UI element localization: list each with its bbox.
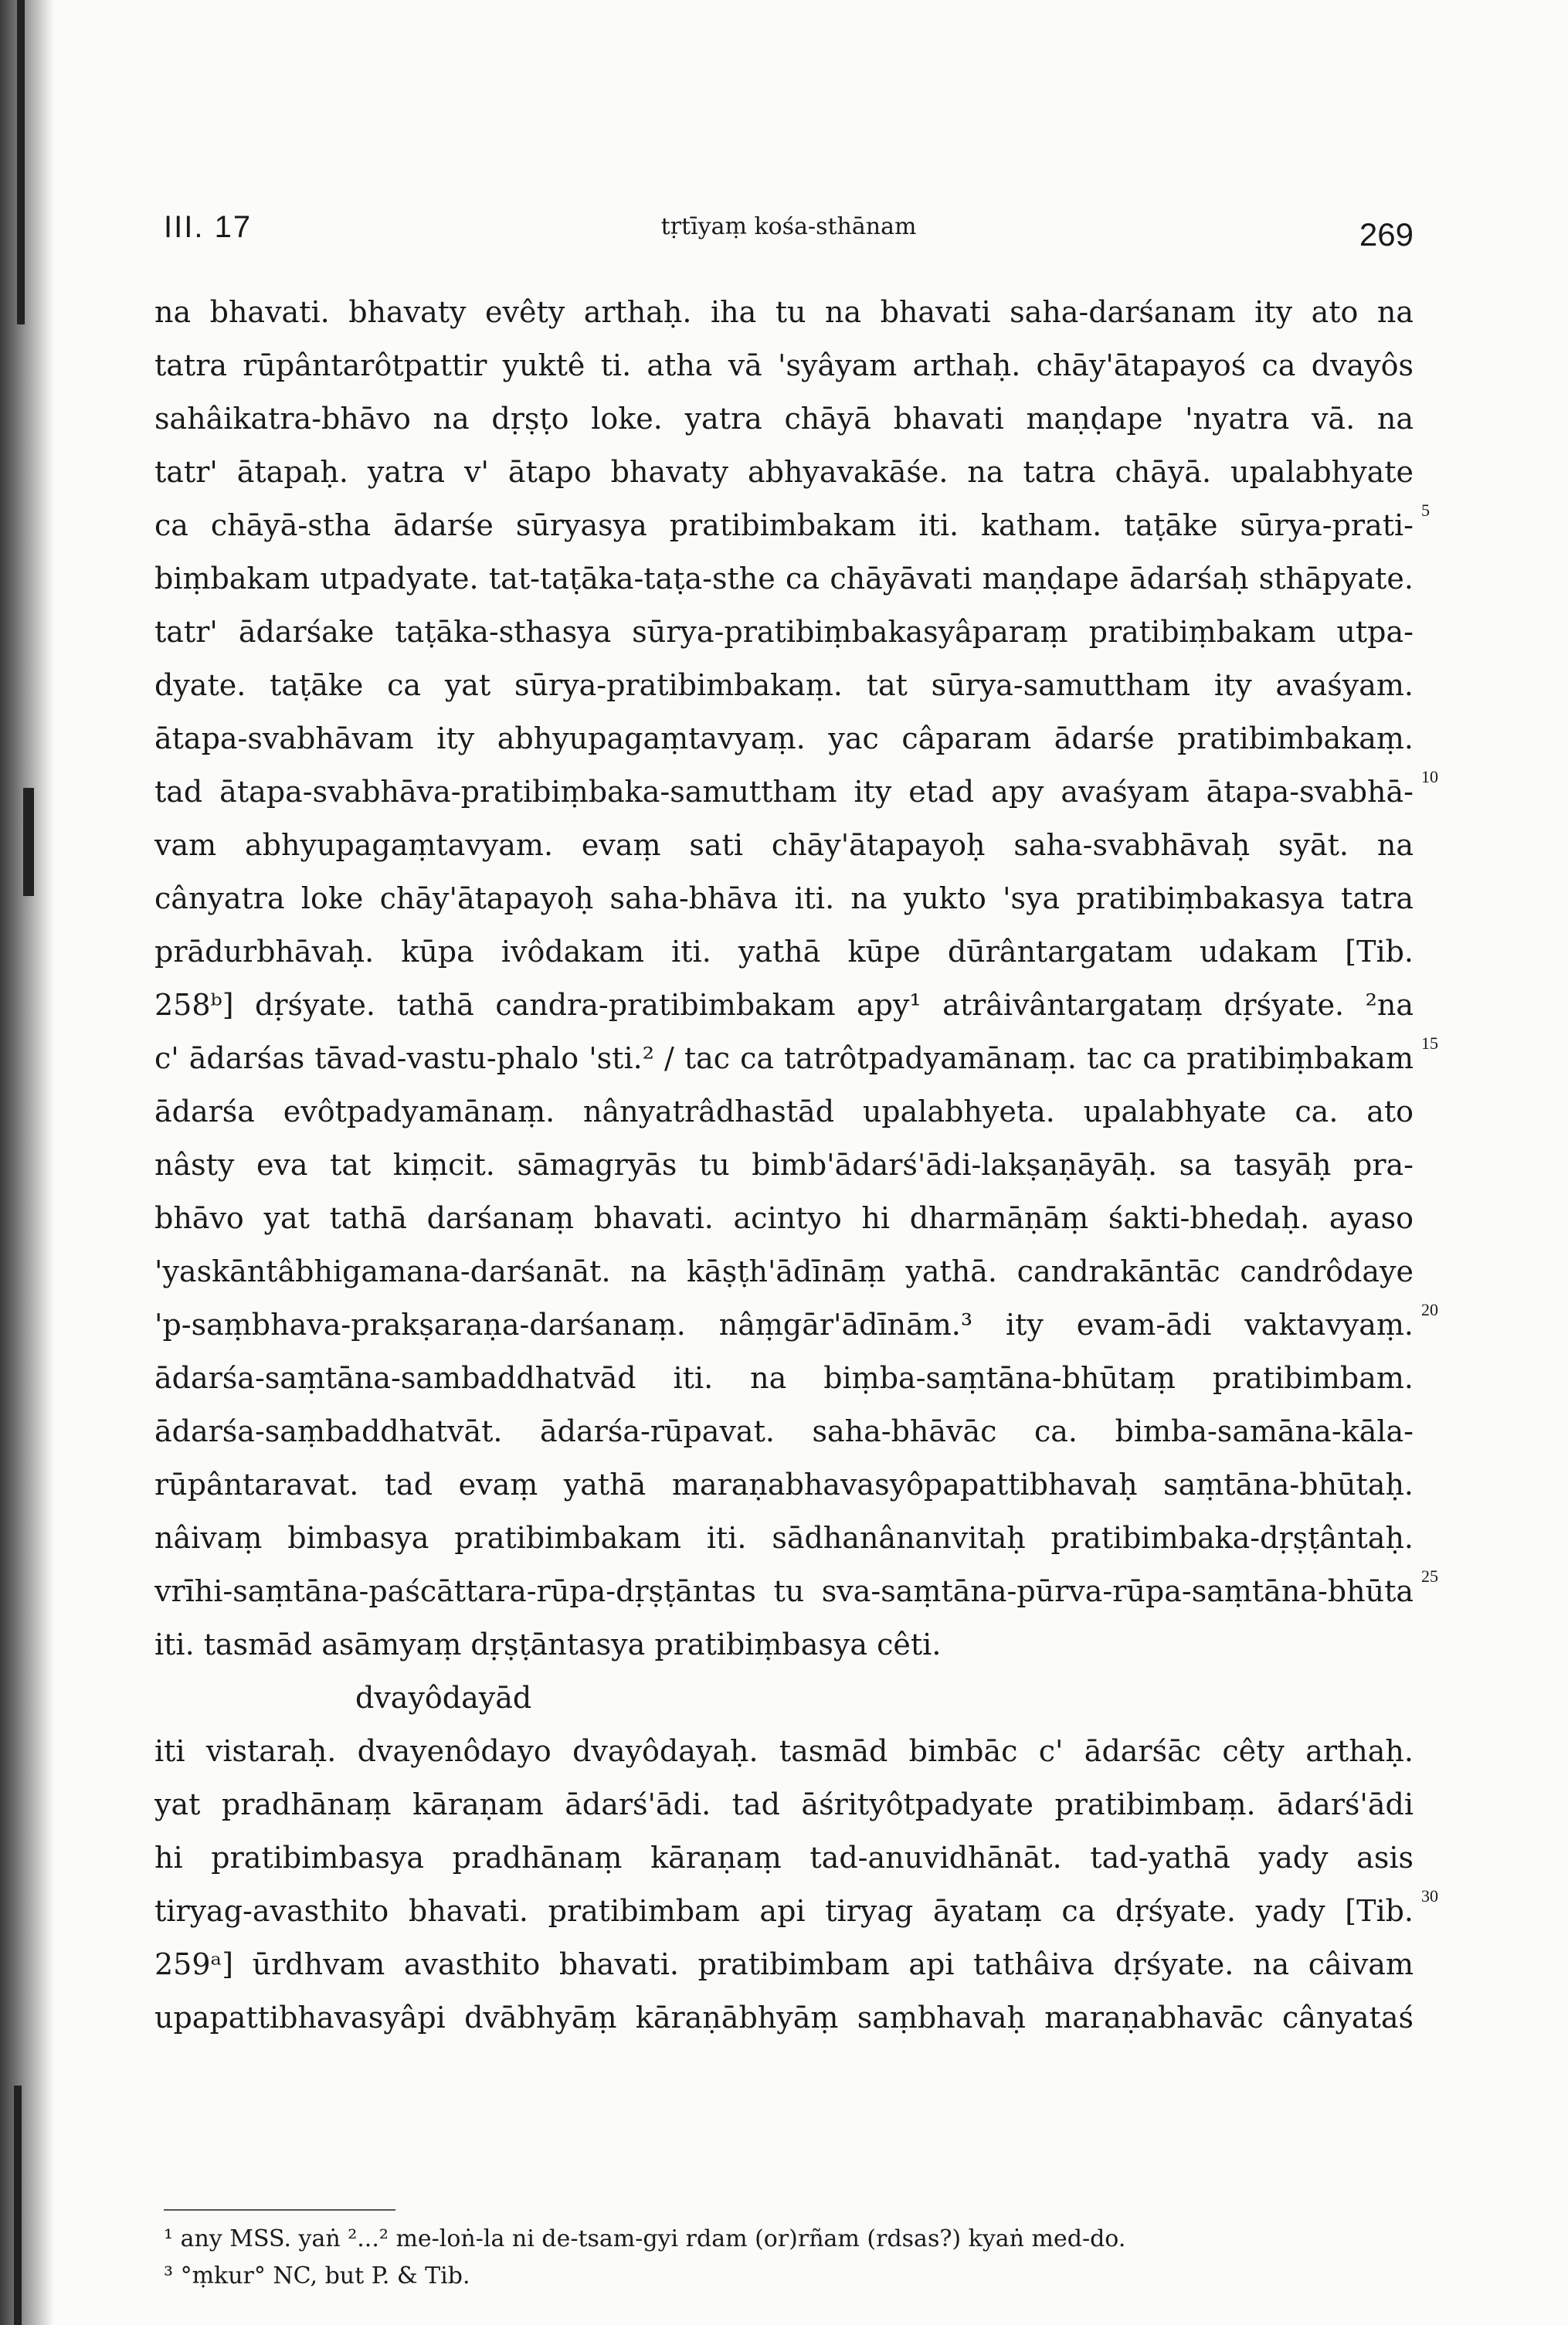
text-line: ādarśa-saṃbaddhatvāt. ādarśa-rūpavat. saha-bhāvāc ca. bimba-samāna-kāla- xyxy=(154,1414,1414,1448)
text-line: ādarśa-saṃtāna-sambaddhatvād iti. na biṃba-saṃtāna-bhūtaṃ pratibimbam. xyxy=(154,1361,1414,1395)
text-line: dyate. taṭāke ca yat sūrya-pratibimbakaṃ. tat sūrya-samuttham ity avaśyam. xyxy=(154,668,1414,702)
text-line: cânyatra loke chāy'ātapayoḥ saha-bhāva iti. na yukto 'sya pratibiṃbakasya tatra xyxy=(154,881,1414,915)
footnote: ¹ any MSS. yaṅ ²...² me-loṅ-la ni de-tsam-gyi rdam (or)rñam (rdsas?) kyaṅ med-do. xyxy=(164,2225,1126,2252)
text-line: sahâikatra-bhāvo na dṛṣṭo loke. yatra chāyā bhavati maṇḍape 'nyatra vā. na xyxy=(154,402,1414,436)
main-text-block xyxy=(154,286,1414,2045)
binding-shadow xyxy=(14,2086,22,2325)
footnotes xyxy=(164,2221,1400,2295)
text-line: upapattibhavasyâpi dvābhyāṃ kāraṇābhyāṃ saṃbhavaḥ maraṇabhavāc cânyataś xyxy=(154,2001,1414,2035)
running-title: tṛtīyaṃ kośa-sthānam xyxy=(660,213,917,240)
text-line: iti. tasmād asāmyaṃ dṛṣṭāntasya pratibiṃbasya cêti. xyxy=(154,1628,942,1661)
text-line: tatr' ātapaḥ. yatra v' ātapo bhavaty abhyavakāśe. na tatra chāyā. upalabhyate xyxy=(154,455,1414,489)
text-line: nâsty eva tat kiṃcit. sāmagryās tu bimb'ādarś'ādi-lakṣaṇāyāḥ. sa tasyāḥ pra- xyxy=(154,1148,1414,1182)
text-line: yat pradhānaṃ kāraṇam ādarś'ādi. tad āśrityôtpadyate pratibimbaṃ. ādarś'ādi xyxy=(154,1787,1414,1821)
text-line: 'yaskāntâbhigamana-darśanāt. na kāṣṭh'ādīnāṃ yathā. candrakāntāc candrôdaye xyxy=(154,1254,1414,1288)
text-line: tatra rūpântarôtpattir yuktê ti. atha vā 'syâyam arthaḥ. chāy'ātapayoś ca dvayôs xyxy=(154,348,1414,382)
text-line: ātapa-svabhāvam ity abhyupagaṃtavyaṃ. yac câparam ādarśe pratibimbakaṃ. xyxy=(154,721,1414,755)
line-number: 10 xyxy=(1421,767,1438,786)
running-header xyxy=(164,202,1414,253)
text-line: na bhavati. bhavaty evêty arthaḥ. iha tu na bhavati saha-darśanam ity ato na xyxy=(154,295,1414,329)
line-number: 15 xyxy=(1421,1034,1438,1053)
text-line: bhāvo yat tathā darśanaṃ bhavati. acintyo hi dharmāṇāṃ śakti-bhedaḥ. ayaso xyxy=(154,1201,1414,1235)
text-line: tatr' ādarśake taṭāka-sthasya sūrya-pratibiṃbakasyâparaṃ pratibiṃbakam utpa- xyxy=(154,615,1414,649)
line-number: 20 xyxy=(1421,1300,1438,1319)
text-line: hi pratibimbasya pradhānaṃ kāraṇaṃ tad-anuvidhānāt. tad-yathā yady asis xyxy=(154,1841,1414,1875)
text-line: vam abhyupagaṃtavyam. evaṃ sati chāy'ātapayoḥ saha-svabhāvaḥ syāt. na xyxy=(154,828,1414,862)
verse-heading: dvayôdayād xyxy=(355,1681,532,1715)
footnote: ³ °ṃkur° NC, but P. & Tib. xyxy=(164,2262,470,2289)
text-line: tiryag-avasthito bhavati. pratibimbam api tiryag āyataṃ ca dṛśyate. yady [Tib. xyxy=(154,1894,1414,1928)
text-line: ca chāyā-stha ādarśe sūryasya pratibimbakam iti. katham. taṭāke sūrya-prati- xyxy=(154,508,1414,542)
line-number: 5 xyxy=(1421,501,1430,520)
text-line: iti vistaraḥ. dvayenôdayo dvayôdayaḥ. tasmād bimbāc c' ādarśāc cêty arthaḥ. xyxy=(154,1734,1414,1768)
binding-shadow xyxy=(17,0,25,324)
book-binding-edge xyxy=(0,0,54,2325)
binding-shadow xyxy=(23,788,34,896)
line-number: 30 xyxy=(1421,1886,1438,1906)
footnote-rule xyxy=(164,2209,395,2211)
text-line: ādarśa evôtpadyamānaṃ. nânyatrâdhastād upalabhyeta. upalabhyate ca. ato xyxy=(154,1095,1414,1129)
text-line: tad ātapa-svabhāva-pratibiṃbaka-samuttham ity etad apy avaśyam ātapa-svabhā- xyxy=(154,775,1414,809)
line-number: 25 xyxy=(1421,1566,1438,1586)
text-line: rūpântaravat. tad evaṃ yathā maraṇabhavasyôpapattibhavaḥ saṃtāna-bhūtaḥ. xyxy=(154,1468,1414,1502)
text-line: nâivaṃ bimbasya pratibimbakam iti. sādhanânanvitaḥ pratibimbaka-dṛṣṭântaḥ. xyxy=(154,1521,1414,1555)
text-line: 'p-saṃbhava-prakṣaraṇa-darśanaṃ. nâṃgār'ādīnām.³ ity evam-ādi vaktavyaṃ. xyxy=(154,1308,1414,1342)
text-line: 259ᵃ] ūrdhvam avasthito bhavati. pratibimbam api tathâiva dṛśyate. na câivam xyxy=(154,1947,1414,1981)
text-line: prādurbhāvaḥ. kūpa ivôdakam iti. yathā kūpe dūrântargatam udakam [Tib. xyxy=(154,935,1414,969)
text-line: 258ᵇ] dṛśyate. tathā candra-pratibimbakam apy¹ atrâivântargataṃ dṛśyate. ²na xyxy=(154,988,1414,1022)
page-number: 269 xyxy=(1359,216,1414,253)
text-line: biṃbakam utpadyate. tat-taṭāka-taṭa-sthe ca chāyāvati maṇḍape ādarśaḥ sthāpyate. xyxy=(154,562,1414,596)
section-reference: III. 17 xyxy=(164,210,253,244)
text-line: vrīhi-saṃtāna-paścāttara-rūpa-dṛṣṭāntas tu sva-saṃtāna-pūrva-rūpa-saṃtāna-bhūta xyxy=(154,1574,1414,1608)
text-line: c' ādarśas tāvad-vastu-phalo 'sti.² / tac ca tatrôtpadyamānaṃ. tac ca pratibiṃbakam xyxy=(154,1041,1414,1075)
